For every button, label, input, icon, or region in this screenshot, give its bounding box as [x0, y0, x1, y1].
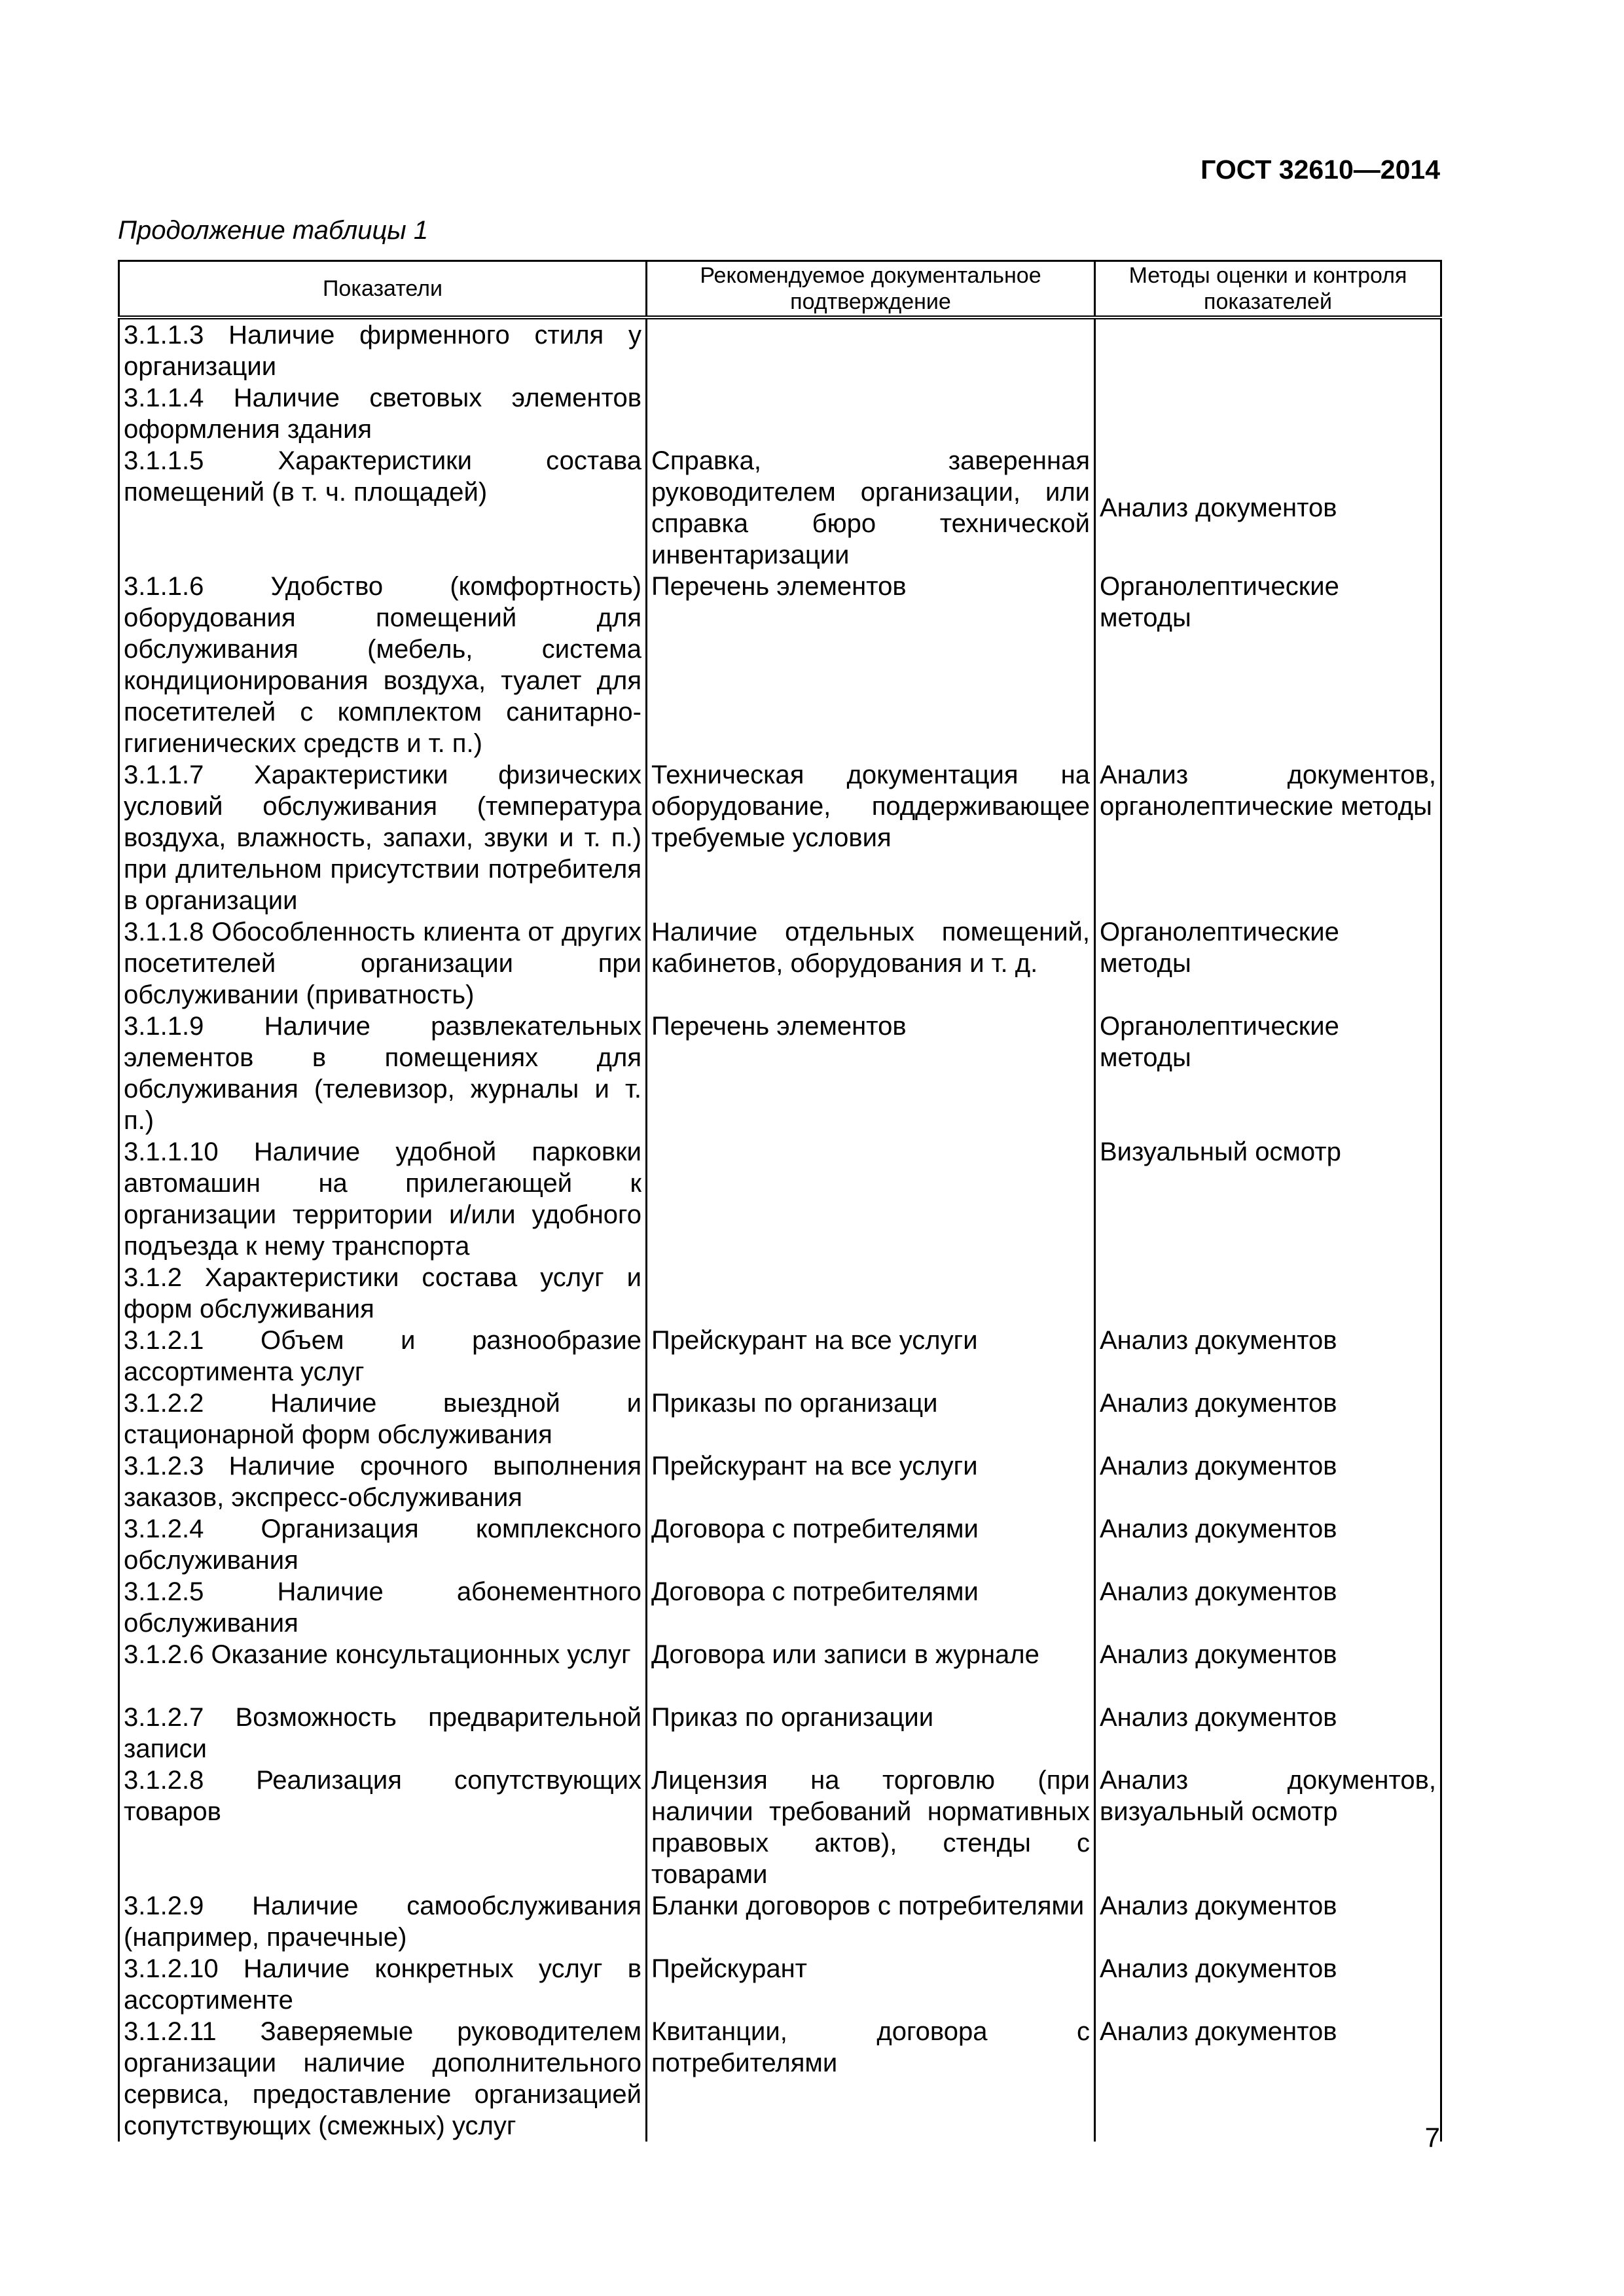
- column-header-indicators: Показатели: [119, 261, 647, 318]
- table-row: [119, 1325, 1441, 1388]
- indicator-cell: 3.1.1.7 Характеристики физических условий обслуживания (температура воздуха, влажность, запахи, звуки и т. п.) при длительном присутствии потребителя в организации: [119, 759, 647, 916]
- page-number: 7: [1424, 2122, 1440, 2153]
- indicator-cell: 3.1.2.11 Заверяемые руководителем организации наличие дополнительного сервиса, предоставление организацией сопутствующих (смежных) услуг: [119, 2016, 647, 2142]
- table-row: [119, 445, 1441, 571]
- indicator-cell: 3.1.1.5 Характеристики состава помещений (в т. ч. площадей): [119, 445, 647, 571]
- method-cell: Анализ документов: [1095, 1576, 1441, 1639]
- method-cell: Анализ документов: [1095, 1513, 1441, 1576]
- indicator-cell: 3.1.2.1 Объем и разнообразие ассортимента услуг: [119, 1325, 647, 1388]
- indicator-cell: 3.1.1.4 Наличие световых элементов оформления здания: [119, 382, 647, 445]
- indicator-cell: 3.1.2.4 Организация комплексного обслуживания: [119, 1513, 647, 1576]
- confirmation-cell: [647, 382, 1095, 445]
- method-cell: Анализ документов: [1095, 1450, 1441, 1513]
- table-row: [119, 317, 1441, 382]
- method-cell: Анализ документов: [1095, 445, 1441, 571]
- confirmation-cell: Договора с потребителями: [647, 1513, 1095, 1576]
- method-cell: Анализ документов: [1095, 2016, 1441, 2142]
- indicator-cell: 3.1.2.3 Наличие срочного выполнения заказов, экспресс-обслуживания: [119, 1450, 647, 1513]
- table-row: [119, 1450, 1441, 1513]
- table-row: [119, 1890, 1441, 1953]
- table-row: [119, 1513, 1441, 1576]
- indicator-cell: 3.1.1.10 Наличие удобной парковки автомашин на прилегающей к организации территории и/или удобного подъезда к нему транспорта: [119, 1136, 647, 1262]
- indicator-cell: 3.1.2.10 Наличие конкретных услуг в ассортименте: [119, 1953, 647, 2016]
- table-row: [119, 916, 1441, 1011]
- method-cell: Анализ документов: [1095, 1890, 1441, 1953]
- confirmation-cell: [647, 1262, 1095, 1325]
- confirmation-cell: Прейскурант: [647, 1953, 1095, 2016]
- confirmation-cell: Приказ по организации: [647, 1702, 1095, 1765]
- table-row: [119, 1011, 1441, 1136]
- indicator-cell: 3.1.1.9 Наличие развлекательных элементов в помещениях для обслуживания (телевизор, журналы и т. п.): [119, 1011, 647, 1136]
- indicator-cell: 3.1.1.8 Обособленность клиента от других посетителей организации при обслуживании (приватность): [119, 916, 647, 1011]
- column-header-confirmation: Рекомендуемое документальное подтверждение: [647, 261, 1095, 318]
- confirmation-cell: Техническая документация на оборудование, поддерживающее требуемые условия: [647, 759, 1095, 916]
- method-cell: [1095, 1262, 1441, 1325]
- method-cell: Анализ документов: [1095, 1325, 1441, 1388]
- confirmation-cell: Перечень элементов: [647, 571, 1095, 759]
- table-row: [119, 759, 1441, 916]
- indicators-table: [118, 260, 1442, 2142]
- indicator-cell: 3.1.2 Характеристики состава услуг и форм обслуживания: [119, 1262, 647, 1325]
- confirmation-cell: Прейскурант на все услуги: [647, 1450, 1095, 1513]
- method-cell: Визуальный осмотр: [1095, 1136, 1441, 1262]
- indicator-cell: 3.1.2.7 Возможность предварительной записи: [119, 1702, 647, 1765]
- indicator-cell: 3.1.1.3 Наличие фирменного стиля у организации: [119, 317, 647, 382]
- confirmation-cell: Квитанции, договора с потребителями: [647, 2016, 1095, 2142]
- method-cell: Анализ документов: [1095, 1953, 1441, 2016]
- confirmation-cell: Справка, заверенная руководителем организации, или справка бюро технической инвентаризации: [647, 445, 1095, 571]
- method-cell: Анализ документов: [1095, 1388, 1441, 1450]
- confirmation-cell: [647, 317, 1095, 382]
- indicator-cell: 3.1.2.5 Наличие абонементного обслуживания: [119, 1576, 647, 1639]
- column-header-methods: Методы оценки и контроля показателей: [1095, 261, 1441, 318]
- confirmation-cell: Договора или записи в журнале: [647, 1639, 1095, 1702]
- confirmation-cell: Наличие отдельных помещений, кабинетов, оборудования и т. д.: [647, 916, 1095, 1011]
- standard-code: ГОСТ 32610—2014: [1200, 154, 1440, 185]
- confirmation-cell: Приказы по организаци: [647, 1388, 1095, 1450]
- table-row: [119, 571, 1441, 759]
- method-cell: [1095, 382, 1441, 445]
- method-cell: Анализ документов, визуальный осмотр: [1095, 1765, 1441, 1890]
- table-row: [119, 1136, 1441, 1262]
- indicator-cell: 3.1.2.2 Наличие выездной и стационарной форм обслуживания: [119, 1388, 647, 1450]
- indicator-cell: 3.1.1.6 Удобство (комфортность) оборудования помещений для обслуживания (мебель, система кондиционирования воздуха, туалет для посетителей с комплектом санитарно-гигиенических средств и т. п.): [119, 571, 647, 759]
- table-row: [119, 1388, 1441, 1450]
- table-row: [119, 2016, 1441, 2142]
- confirmation-cell: Перечень элементов: [647, 1011, 1095, 1136]
- indicator-cell: 3.1.2.8 Реализация сопутствующих товаров: [119, 1765, 647, 1890]
- method-cell: Органолептические методы: [1095, 571, 1441, 759]
- indicator-cell: 3.1.2.9 Наличие самообслуживания (например, прачечные): [119, 1890, 647, 1953]
- confirmation-cell: Прейскурант на все услуги: [647, 1325, 1095, 1388]
- method-cell: Анализ документов: [1095, 1702, 1441, 1765]
- confirmation-cell: Договора с потребителями: [647, 1576, 1095, 1639]
- table-row: [119, 1262, 1441, 1325]
- confirmation-cell: Бланки договоров с потребителями: [647, 1890, 1095, 1953]
- confirmation-cell: Лицензия на торговлю (при наличии требований нормативных правовых актов), стенды с товарами: [647, 1765, 1095, 1890]
- method-cell: Органолептические методы: [1095, 1011, 1441, 1136]
- indicator-cell: 3.1.2.6 Оказание консультационных услуг: [119, 1639, 647, 1702]
- table-header-row: [119, 261, 1441, 318]
- method-cell: Анализ документов, органолептические методы: [1095, 759, 1441, 916]
- table-row: [119, 1953, 1441, 2016]
- method-cell: Анализ документов: [1095, 1639, 1441, 1702]
- table-row: [119, 382, 1441, 445]
- method-cell: [1095, 317, 1441, 382]
- table-row: [119, 1765, 1441, 1890]
- method-cell: Органолептические методы: [1095, 916, 1441, 1011]
- table-row: [119, 1639, 1441, 1702]
- confirmation-cell: [647, 1136, 1095, 1262]
- table-row: [119, 1576, 1441, 1639]
- table-continuation-caption: Продолжение таблицы 1: [118, 216, 429, 245]
- table-row: [119, 1702, 1441, 1765]
